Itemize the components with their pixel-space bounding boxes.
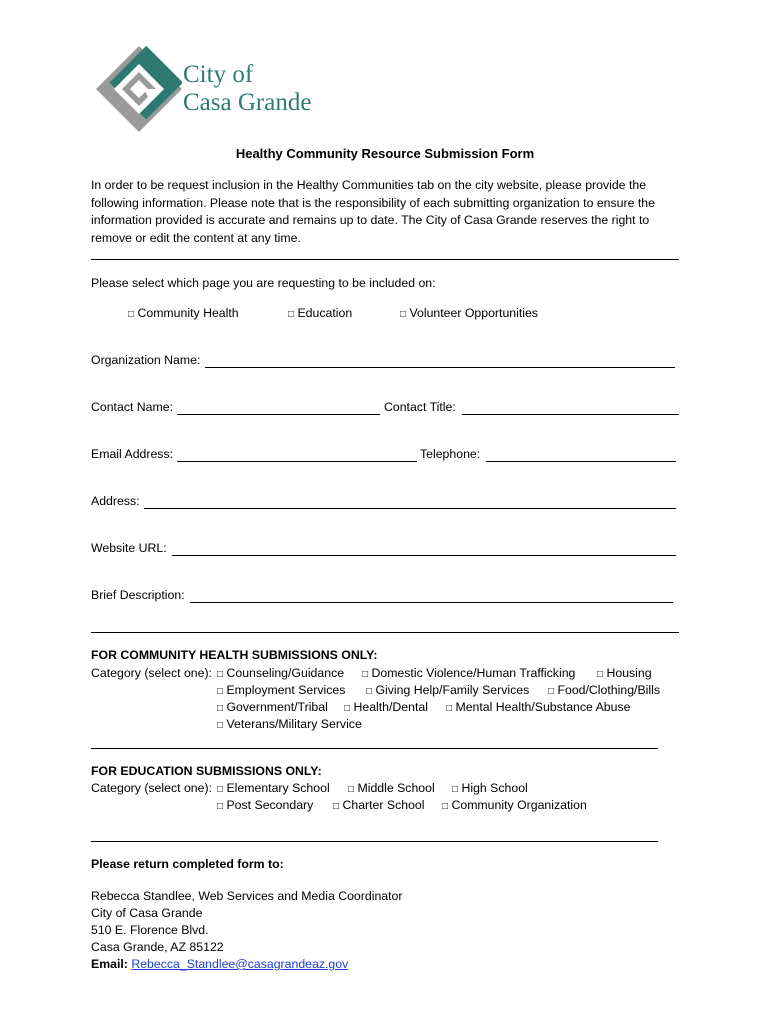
category-option[interactable] xyxy=(217,798,313,812)
contact-title-label: Contact Title: xyxy=(384,400,456,414)
contact-name-label: Contact Name: xyxy=(91,400,174,414)
intro-line: remove or edit the content at any time. xyxy=(91,230,301,245)
category-label: Giving Help/Family Services xyxy=(375,683,530,697)
category-label: Government/Tribal xyxy=(226,700,328,714)
checkbox[interactable]: □ xyxy=(548,686,555,697)
category-option[interactable] xyxy=(217,781,330,795)
education-category-label: Category (select one): xyxy=(91,781,212,795)
contact-title-field[interactable] xyxy=(462,414,679,415)
category-label: Post Secondary xyxy=(226,798,314,812)
category-option[interactable] xyxy=(217,717,362,731)
page-option-label: Community Health xyxy=(137,306,239,320)
category-label: Counseling/Guidance xyxy=(226,666,345,680)
checkbox[interactable]: □ xyxy=(344,703,351,714)
checkbox[interactable]: □ xyxy=(217,784,224,795)
category-label: Mental Health/Substance Abuse xyxy=(455,700,631,714)
intro-paragraph xyxy=(91,177,655,247)
page-select-prompt: Please select which page you are requesting to be included on: xyxy=(91,276,436,290)
logo-line2: Casa Grande xyxy=(183,89,312,116)
checkbox[interactable]: □ xyxy=(128,309,135,320)
checkbox[interactable]: □ xyxy=(400,309,407,320)
category-label: Domestic Violence/Human Trafficking xyxy=(371,666,576,680)
category-label: Employment Services xyxy=(226,683,346,697)
checkbox[interactable]: □ xyxy=(452,784,459,795)
logo-line1: City of xyxy=(183,61,254,88)
page-option-label: Education xyxy=(297,306,353,320)
organization-name-label: Organization Name: xyxy=(91,353,201,367)
checkbox[interactable]: □ xyxy=(348,784,355,795)
category-label: Middle School xyxy=(357,781,435,795)
community-health-heading: FOR COMMUNITY HEALTH SUBMISSIONS ONLY: xyxy=(91,648,378,662)
divider xyxy=(91,632,679,633)
checkbox[interactable]: □ xyxy=(217,801,224,812)
website-url-field[interactable] xyxy=(172,555,676,556)
category-option[interactable] xyxy=(333,798,425,812)
category-option[interactable] xyxy=(217,683,345,697)
education-heading: FOR EDUCATION SUBMISSIONS ONLY: xyxy=(91,764,322,778)
return-heading: Please return completed form to: xyxy=(91,857,284,871)
return-line: 510 E. Florence Blvd. xyxy=(91,923,209,937)
organization-name-field[interactable] xyxy=(205,367,675,368)
return-email-row xyxy=(91,956,402,973)
page-option-community-health[interactable] xyxy=(128,306,239,320)
brief-description-field[interactable] xyxy=(190,602,673,603)
checkbox[interactable]: □ xyxy=(442,801,449,812)
checkbox[interactable]: □ xyxy=(217,703,224,714)
divider xyxy=(91,259,679,260)
page-option-label: Volunteer Opportunities xyxy=(409,306,538,320)
telephone-field[interactable] xyxy=(486,461,676,462)
checkbox[interactable]: □ xyxy=(217,669,224,680)
email-address-label: Email Address: xyxy=(91,447,174,461)
category-option[interactable] xyxy=(597,666,652,680)
intro-line: following information. Please note that is the responsibility of each submitting organization to ensure the xyxy=(91,195,655,210)
telephone-label: Telephone: xyxy=(420,447,481,461)
intro-line: information provided is accurate and remains up to date. The City of Casa Grande reserves the right to xyxy=(91,213,650,227)
category-label: Health/Dental xyxy=(353,700,428,714)
divider xyxy=(91,841,658,842)
category-option[interactable] xyxy=(442,798,587,812)
contact-name-field[interactable] xyxy=(177,414,380,415)
email-link[interactable]: Rebecca_Standlee@casagrandeaz.gov xyxy=(131,957,349,971)
category-option[interactable] xyxy=(362,666,575,680)
return-line: City of Casa Grande xyxy=(91,906,203,920)
city-logo-mark xyxy=(96,46,182,132)
form-title: Healthy Community Resource Submission Form xyxy=(235,146,535,161)
category-option[interactable] xyxy=(366,683,529,697)
category-label: Charter School xyxy=(342,798,425,812)
page-option-volunteer[interactable] xyxy=(400,306,538,320)
divider xyxy=(91,748,658,749)
return-address xyxy=(91,888,402,973)
category-option[interactable] xyxy=(217,666,344,680)
category-option[interactable] xyxy=(452,781,528,795)
category-option[interactable] xyxy=(348,781,435,795)
checkbox[interactable]: □ xyxy=(217,686,224,697)
category-option[interactable] xyxy=(217,700,328,714)
email-label: Email: xyxy=(91,957,128,971)
checkbox[interactable]: □ xyxy=(446,703,453,714)
community-health-category-label: Category (select one): xyxy=(91,666,212,680)
category-label: Veterans/Military Service xyxy=(226,717,362,731)
checkbox[interactable]: □ xyxy=(333,801,340,812)
category-label: Food/Clothing/Bills xyxy=(557,683,660,697)
intro-line: In order to be request inclusion in the Healthy Communities tab on the city website, please provide the xyxy=(91,178,647,192)
checkbox[interactable]: □ xyxy=(366,686,373,697)
checkbox[interactable]: □ xyxy=(288,309,295,320)
city-logo xyxy=(96,46,336,132)
brief-description-label: Brief Description: xyxy=(91,588,185,602)
return-line: Casa Grande, AZ 85122 xyxy=(91,940,224,954)
category-option[interactable] xyxy=(344,700,428,714)
email-address-field[interactable] xyxy=(177,461,417,462)
return-line: Rebecca Standlee, Web Services and Media Coordinator xyxy=(91,889,403,903)
category-label: Elementary School xyxy=(226,781,330,795)
checkbox[interactable]: □ xyxy=(217,720,224,731)
category-label: High School xyxy=(461,781,528,795)
category-label: Community Organization xyxy=(451,798,587,812)
checkbox[interactable]: □ xyxy=(597,669,604,680)
address-label: Address: xyxy=(91,494,140,508)
checkbox[interactable]: □ xyxy=(362,669,369,680)
category-option[interactable] xyxy=(446,700,630,714)
page-option-education[interactable] xyxy=(288,306,352,320)
website-url-label: Website URL: xyxy=(91,541,167,555)
category-option[interactable] xyxy=(548,683,660,697)
category-label: Housing xyxy=(606,666,652,680)
address-field[interactable] xyxy=(144,508,676,509)
